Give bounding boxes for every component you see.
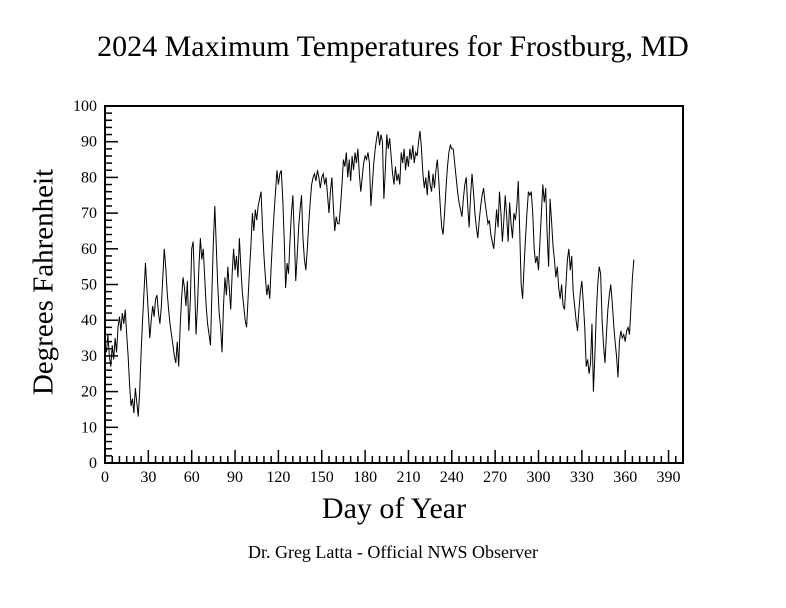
y-tick-label: 50 bbox=[81, 276, 97, 294]
y-axis-title: Degrees Fahrenheit bbox=[27, 168, 60, 396]
y-tick-label: 30 bbox=[81, 347, 97, 365]
y-tick-label: 10 bbox=[81, 419, 97, 437]
x-tick-label: 300 bbox=[526, 469, 551, 486]
x-tick-label: 0 bbox=[101, 469, 109, 486]
y-tick-label: 40 bbox=[81, 312, 97, 330]
chart-title: 2024 Maximum Temperatures for Frostburg, MD bbox=[97, 30, 689, 63]
y-tick-label: 70 bbox=[81, 205, 97, 223]
y-tick-label: 0 bbox=[89, 455, 97, 472]
x-tick-label: 150 bbox=[309, 469, 334, 486]
x-tick-label: 210 bbox=[396, 469, 421, 486]
x-tick-label: 90 bbox=[227, 469, 244, 486]
x-tick-label: 30 bbox=[140, 469, 157, 486]
x-axis-title: Day of Year bbox=[321, 492, 467, 525]
observer-caption: Dr. Greg Latta - Official NWS Observer bbox=[247, 542, 539, 562]
x-tick-label: 270 bbox=[483, 469, 508, 486]
y-tick-label: 20 bbox=[81, 383, 97, 401]
y-tick-label: 80 bbox=[81, 169, 97, 187]
x-tick-label: 120 bbox=[266, 469, 291, 486]
x-tick-label: 240 bbox=[439, 469, 464, 486]
y-tick-label: 100 bbox=[73, 98, 97, 115]
x-tick-label: 60 bbox=[183, 469, 200, 486]
y-tick-label: 90 bbox=[81, 133, 97, 151]
y-tick-label: 60 bbox=[81, 240, 97, 258]
x-tick-label: 180 bbox=[353, 469, 378, 486]
x-tick-label: 390 bbox=[656, 469, 681, 486]
temperature-line bbox=[106, 131, 633, 417]
x-tick-label: 360 bbox=[613, 469, 638, 486]
x-tick-label: 330 bbox=[569, 469, 594, 486]
plot-frame bbox=[105, 106, 683, 463]
